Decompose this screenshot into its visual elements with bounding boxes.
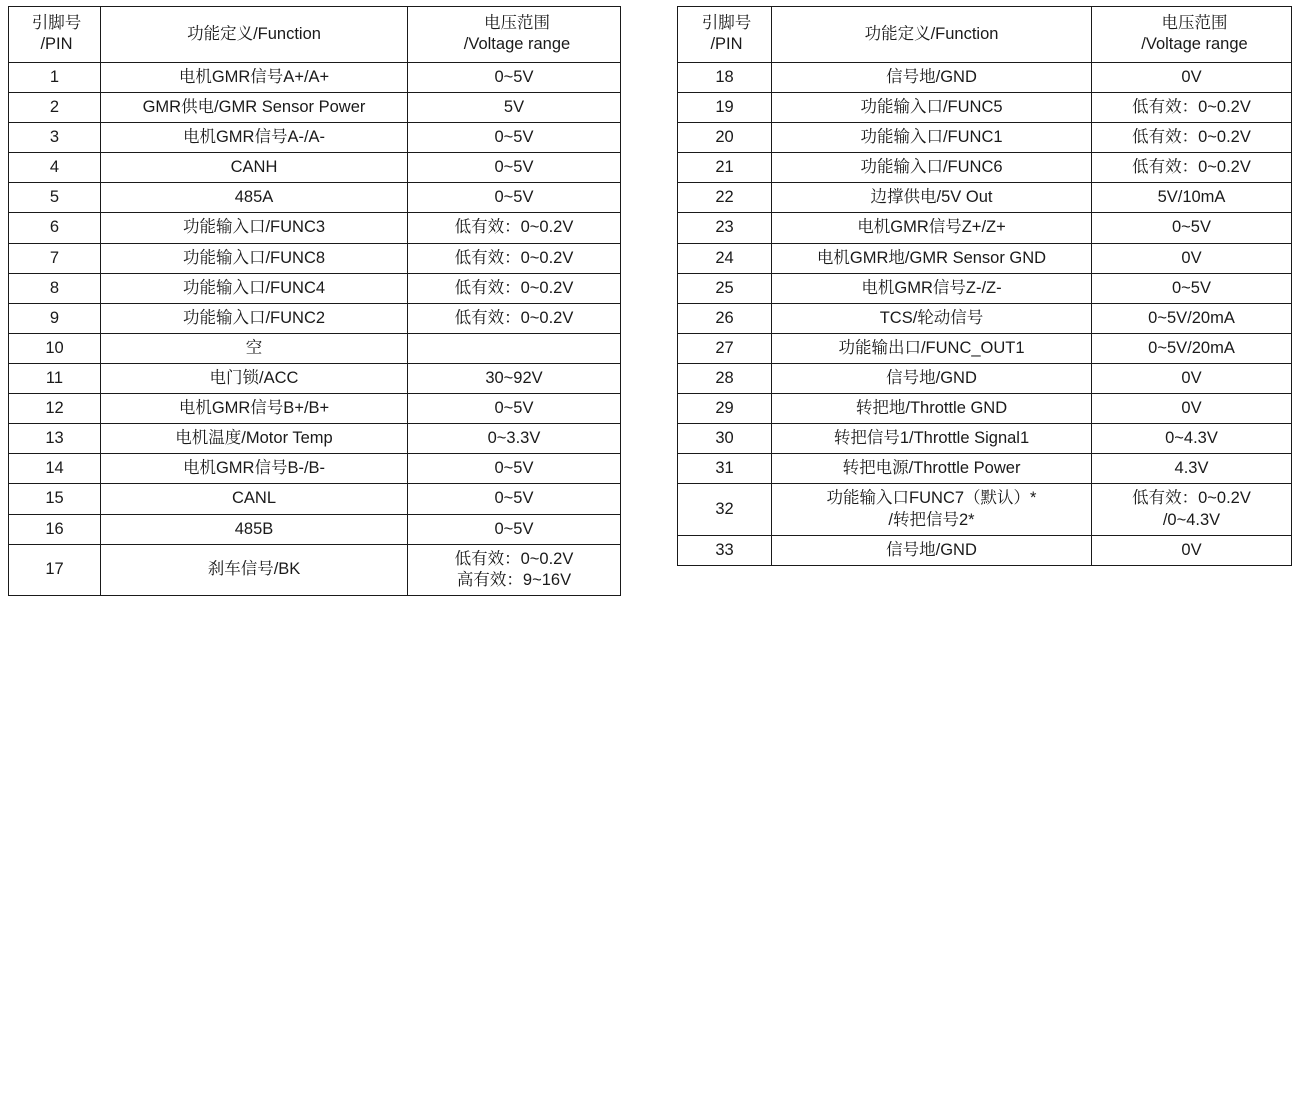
cell-voltage: 0~5V/20mA: [1092, 333, 1292, 363]
cell-function: 电机GMR信号Z-/Z-: [772, 273, 1092, 303]
table-row: [9, 62, 621, 92]
cell-function: 485B: [101, 514, 408, 544]
cell-pin: 9: [9, 303, 101, 333]
cell-function: 电机温度/Motor Temp: [101, 424, 408, 454]
cell-function: 电机GMR信号B-/B-: [101, 454, 408, 484]
cell-pin: 30: [678, 424, 772, 454]
table-row: [9, 544, 621, 595]
table-body-left: [9, 62, 621, 595]
cell-voltage: 0~5V: [408, 454, 621, 484]
cell-function: 空: [101, 333, 408, 363]
cell-pin: 5: [9, 183, 101, 213]
cell-function: 功能输入口/FUNC6: [772, 153, 1092, 183]
cell-function: 功能输入口/FUNC3: [101, 213, 408, 243]
cell-pin: 22: [678, 183, 772, 213]
cell-function: 电机GMR地/GMR Sensor GND: [772, 243, 1092, 273]
table-row: [9, 92, 621, 122]
header-row: [678, 7, 1292, 63]
cell-pin: 4: [9, 153, 101, 183]
header-pin: [9, 7, 101, 63]
table-row: [678, 183, 1292, 213]
header-pin-line1: 引脚号: [701, 14, 752, 32]
cell-pin: 27: [678, 333, 772, 363]
cell-pin: 28: [678, 363, 772, 393]
table-row: [678, 213, 1292, 243]
table-row: [9, 424, 621, 454]
cell-function: 电机GMR信号B+/B+: [101, 394, 408, 424]
cell-voltage: 0~5V: [408, 123, 621, 153]
header-pin-line2: /PIN: [710, 35, 743, 54]
table-row: [678, 92, 1292, 122]
cell-voltage: 0~5V: [1092, 273, 1292, 303]
cell-voltage: 0~5V: [408, 484, 621, 514]
cell-function: 功能输入口/FUNC8: [101, 243, 408, 273]
cell-voltage: 低有效：0~0.2V: [1092, 92, 1292, 122]
cell-voltage: 0V: [1092, 363, 1292, 393]
cell-pin: 25: [678, 273, 772, 303]
cell-voltage: 5V: [408, 92, 621, 122]
cell-pin: 26: [678, 303, 772, 333]
cell-voltage: 低有效：0~0.2V: [1092, 153, 1292, 183]
table-row: [678, 363, 1292, 393]
table-row: [9, 183, 621, 213]
table-row: [9, 303, 621, 333]
cell-voltage: [408, 333, 621, 363]
cell-function: 电机GMR信号A+/A+: [101, 62, 408, 92]
table-row: [678, 394, 1292, 424]
cell-pin: 6: [9, 213, 101, 243]
header-voltage: [1092, 7, 1292, 63]
cell-function: 功能输出口/FUNC_OUT1: [772, 333, 1092, 363]
table-row: [678, 153, 1292, 183]
table-row: [678, 273, 1292, 303]
table-row: [9, 514, 621, 544]
cell-pin: 29: [678, 394, 772, 424]
header-function: 功能定义/Function: [101, 7, 408, 63]
header-pin-line2: /PIN: [40, 35, 73, 54]
cell-voltage: 0~4.3V: [1092, 424, 1292, 454]
cell-voltage: 0V: [1092, 243, 1292, 273]
cell-function: 电机GMR信号A-/A-: [101, 123, 408, 153]
cell-function: 转把电源/Throttle Power: [772, 454, 1092, 484]
pin-table-left-wrapper: [8, 6, 621, 1089]
cell-function: 功能输入口/FUNC4: [101, 273, 408, 303]
header-function: 功能定义/Function: [772, 7, 1092, 63]
header-voltage-line2: /Voltage range: [1141, 35, 1248, 54]
cell-voltage: 0V: [1092, 62, 1292, 92]
table-row: [9, 333, 621, 363]
cell-voltage: 低有效：0~0.2V: [1092, 123, 1292, 153]
cell-function: CANL: [101, 484, 408, 514]
cell-voltage: 低有效：0~0.2V /0~4.3V: [1092, 484, 1292, 535]
cell-pin: 12: [9, 394, 101, 424]
cell-voltage: 0V: [1092, 535, 1292, 565]
table-row: [9, 153, 621, 183]
cell-pin: 19: [678, 92, 772, 122]
cell-function: 转把信号1/Throttle Signal1: [772, 424, 1092, 454]
table-row: [678, 303, 1292, 333]
table-row: [678, 424, 1292, 454]
cell-voltage: 30~92V: [408, 363, 621, 393]
cell-voltage: 低有效：0~0.2V: [408, 243, 621, 273]
cell-voltage: 0~3.3V: [408, 424, 621, 454]
table-row: [9, 273, 621, 303]
cell-function: 信号地/GND: [772, 535, 1092, 565]
cell-voltage: 低有效：0~0.2V: [408, 303, 621, 333]
cell-pin: 13: [9, 424, 101, 454]
cell-pin: 1: [9, 62, 101, 92]
cell-pin: 11: [9, 363, 101, 393]
table-header-right: [678, 7, 1292, 63]
cell-function: 电门锁/ACC: [101, 363, 408, 393]
cell-function: 转把地/Throttle GND: [772, 394, 1092, 424]
table-row: [9, 484, 621, 514]
pin-table-left: [8, 6, 621, 596]
cell-function: GMR供电/GMR Sensor Power: [101, 92, 408, 122]
cell-pin: 8: [9, 273, 101, 303]
cell-function: 功能输入口/FUNC5: [772, 92, 1092, 122]
cell-pin: 14: [9, 454, 101, 484]
cell-function: 功能输入口FUNC7（默认）* /转把信号2*: [772, 484, 1092, 535]
table-header-left: [9, 7, 621, 63]
cell-pin: 31: [678, 454, 772, 484]
cell-voltage: 5V/10mA: [1092, 183, 1292, 213]
table-row: [678, 243, 1292, 273]
cell-function: 边撑供电/5V Out: [772, 183, 1092, 213]
cell-pin: 33: [678, 535, 772, 565]
table-row: [9, 363, 621, 393]
table-row: [9, 243, 621, 273]
cell-function: 功能输入口/FUNC1: [772, 123, 1092, 153]
pin-table-right-wrapper: [677, 6, 1292, 1089]
cell-voltage: 0~5V: [408, 62, 621, 92]
cell-pin: 23: [678, 213, 772, 243]
table-row: [9, 394, 621, 424]
cell-pin: 32: [678, 484, 772, 535]
header-row: [9, 7, 621, 63]
table-row: [678, 484, 1292, 535]
cell-function: 刹车信号/BK: [101, 544, 408, 595]
cell-pin: 18: [678, 62, 772, 92]
cell-function: CANH: [101, 153, 408, 183]
cell-function: 信号地/GND: [772, 363, 1092, 393]
header-voltage-line1: 电压范围: [484, 14, 550, 32]
cell-function: 电机GMR信号Z+/Z+: [772, 213, 1092, 243]
cell-pin: 20: [678, 123, 772, 153]
cell-pin: 15: [9, 484, 101, 514]
cell-pin: 7: [9, 243, 101, 273]
cell-voltage: 0~5V: [408, 183, 621, 213]
table-row: [9, 213, 621, 243]
cell-voltage: 4.3V: [1092, 454, 1292, 484]
table-row: [678, 333, 1292, 363]
cell-voltage: 0~5V/20mA: [1092, 303, 1292, 333]
cell-pin: 10: [9, 333, 101, 363]
cell-voltage: 低有效：0~0.2V 高有效：9~16V: [408, 544, 621, 595]
table-body-right: [678, 62, 1292, 565]
header-voltage-line1: 电压范围: [1161, 14, 1228, 32]
cell-pin: 21: [678, 153, 772, 183]
header-voltage-line2: /Voltage range: [463, 35, 571, 54]
table-row: [678, 62, 1292, 92]
table-row: [9, 454, 621, 484]
table-row: [678, 454, 1292, 484]
cell-function: 功能输入口/FUNC2: [101, 303, 408, 333]
header-pin: [678, 7, 772, 63]
table-row: [678, 535, 1292, 565]
cell-voltage: 0~5V: [408, 153, 621, 183]
cell-function: 信号地/GND: [772, 62, 1092, 92]
cell-pin: 24: [678, 243, 772, 273]
cell-function: TCS/轮动信号: [772, 303, 1092, 333]
header-voltage: [408, 7, 621, 63]
header-pin-line1: 引脚号: [31, 14, 82, 32]
cell-pin: 2: [9, 92, 101, 122]
cell-voltage: 0~5V: [1092, 213, 1292, 243]
table-row: [678, 123, 1292, 153]
cell-function: 485A: [101, 183, 408, 213]
table-row: [9, 123, 621, 153]
cell-voltage: 低有效：0~0.2V: [408, 273, 621, 303]
cell-voltage: 0V: [1092, 394, 1292, 424]
cell-voltage: 0~5V: [408, 394, 621, 424]
pin-table-right: [677, 6, 1292, 566]
cell-voltage: 0~5V: [408, 514, 621, 544]
cell-pin: 17: [9, 544, 101, 595]
cell-voltage: 低有效：0~0.2V: [408, 213, 621, 243]
cell-pin: 3: [9, 123, 101, 153]
cell-pin: 16: [9, 514, 101, 544]
